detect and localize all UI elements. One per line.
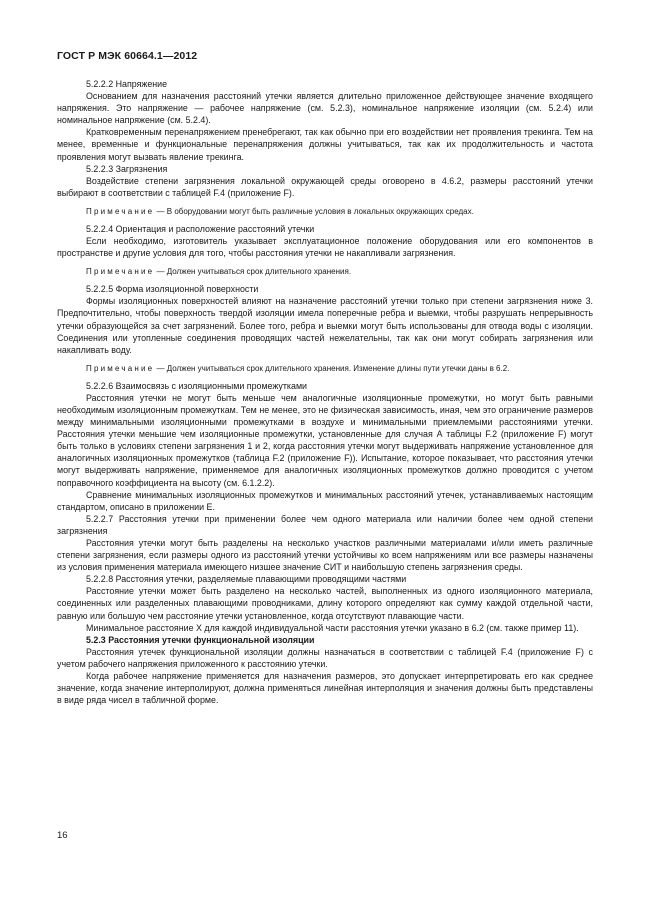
page-body: [57, 78, 593, 706]
note-label: Примечание: [86, 206, 155, 216]
note-text: — В оборудовании могут быть различные условия в локальных окружающих средах.: [156, 206, 474, 216]
note-text: — Должен учитываться срок длительного хранения.: [156, 267, 352, 277]
paragraph: Если необходимо, изготовитель указывает эксплуатационное положение оборудования или его компонентов в пространстве и другие условия для того, чтобы расстояния утечки не накапливали загрязнения.: [57, 236, 593, 259]
paragraph: Расстояние утечки может быть разделено на несколько частей, выполненных из одного изоляционного материала, соединенных или разделенных плавающими проводниками, длину которого определяют как сумму каждой отдельной части, равную или большую чем расстояние утечки установленное, когда отсутствуют плавающие части.: [57, 586, 593, 621]
subsection-heading: 5.2.2.2 Напряжение: [86, 79, 168, 89]
paragraph: Расстояния утечки могут быть разделены на несколько участков различными материалами и/или иметь различные степени загрязнения, если размеры одного из расстояний утечки устойчивы ко всем напряжениям или все размеры назначены из условия применения материала имеющего низшее значение СИТ и наибольшую степень загрязнения среды.: [57, 538, 593, 573]
note: [57, 363, 593, 374]
paragraph: Когда рабочее напряжение применяется для назначения размеров, это допускает интерпретировать его как среднее значение, когда значение интерполируют, должна применяться линейная интерполяция и значения должны быть представлены в виде ряда чисел в табличной форме.: [57, 671, 593, 706]
section-heading: 5.2.3 Расстояния утечки функциональной изоляции: [86, 634, 315, 645]
paragraph: Сравнение минимальных изоляционных промежутков и минимальных расстояний утечек, устанавливаемых настоящим стандартом, описано в приложении Е.: [57, 489, 593, 512]
subsection-heading: 5.2.2.3 Загрязнения: [86, 163, 168, 174]
note-text: — Должен учитываться срок длительного хранения. Изменение длины пути утечки даны в 6.2.: [156, 363, 510, 373]
paragraph: Основанием для назначения расстояний утечки является длительно приложенное действующее значение входящего напряжения. Это напряжение — рабочее напряжение (см. 5.2.3), номинальное напряжение изоляции (см. 5.2.4) или номинальное напряжение (см. 5.2.4).: [57, 91, 593, 126]
note-label: Примечание: [86, 267, 155, 277]
document-header: ГОСТ Р МЭК 60664.1—2012: [57, 50, 198, 62]
paragraph: Воздействие степени загрязнения локальной окружающей среды оговорено в 4.6.2, размеры расстояний утечки выбирают в соответствии с таблицей F.4 (приложение F).: [57, 175, 593, 198]
subsection-heading: 5.2.2.4 Ориентация и расположение расстояний утечки: [86, 223, 315, 234]
paragraph: Формы изоляционных поверхностей влияют на назначение расстояний утечки только при степени загрязнения ниже 3. Предпочтительно, чтобы поверхность твердой изоляции имела поперечные ребра и выемки, чтобы разрушать непрерывность утечки образующейся за счет загрязнений. Более того, ребра и выемки могут быть использованы для отвода воды с изоляции. Соединения или утопленные соединения проводящих частей нежелательны, так как они могут собирать загрязнения или накапливать воду.: [57, 296, 593, 355]
subsection-heading: 5.2.2.6 Взаимосвязь с изоляционными промежутками: [86, 380, 308, 391]
subsection-heading: 5.2.2.7 Расстояния утечки при применении более чем одного материала или наличии более чем одной степени загрязнения: [57, 513, 593, 536]
page-number: 16: [57, 830, 68, 841]
subsection-heading: 5.2.2.8 Расстояния утечки, разделяемые плавающими проводящими частями: [86, 574, 407, 585]
note: [57, 266, 593, 277]
note-label: Примечание: [86, 363, 155, 373]
note: [57, 206, 593, 217]
paragraph: Минимальное расстояние Х для каждой индивидуальной части расстояния утечки указано в 6.2 (см. также пример 11).: [86, 622, 579, 633]
paragraph: Расстояния утечек функциональной изоляции должны назначаться в соответствии с таблицей F.4 (приложение F) с учетом рабочего напряжения приложенного к расстоянию утечки.: [57, 646, 593, 669]
paragraph: Расстояния утечки не могут быть меньше чем аналогичные изоляционные промежутки, но могут быть равными необходимым изоляционным промежуткам. Тем не менее, это не физическая зависимость, иная, чем это ограничение размеров между минимальными изоляционными промежутками в воздухе и минимальными приемлемыми расстояниями утечки. Расстояния утечки меньшие чем изоляционные промежутки, установленные для случая А таблицы F.2 (приложение F) могут быть только в условиях степени загрязнения 1 и 2, когда расстояния утечки могут выдерживать напряжение установленное для аналогичных изоляционных промежутков (таблица F.2 (приложение F)). Испытание, которое показывает, что расстояния утечки могут выдерживать напряжение, применяемое для аналогичных изоляционных промежутков должно проводится с учетом поправочного коэффициента на высоту (см. 6.1.2.2).: [57, 392, 593, 488]
subsection-heading: 5.2.2.5 Форма изоляционной поверхности: [86, 284, 259, 295]
paragraph: Кратковременным перенапряжением пренебрегают, так как обычно при его воздействии нет проявления трекинга. Тем на менее, временные и функциональные перенапряжения должны учитываться, так как их продолжительность и частота проявления могут вызвать явление трекинга.: [57, 127, 593, 162]
